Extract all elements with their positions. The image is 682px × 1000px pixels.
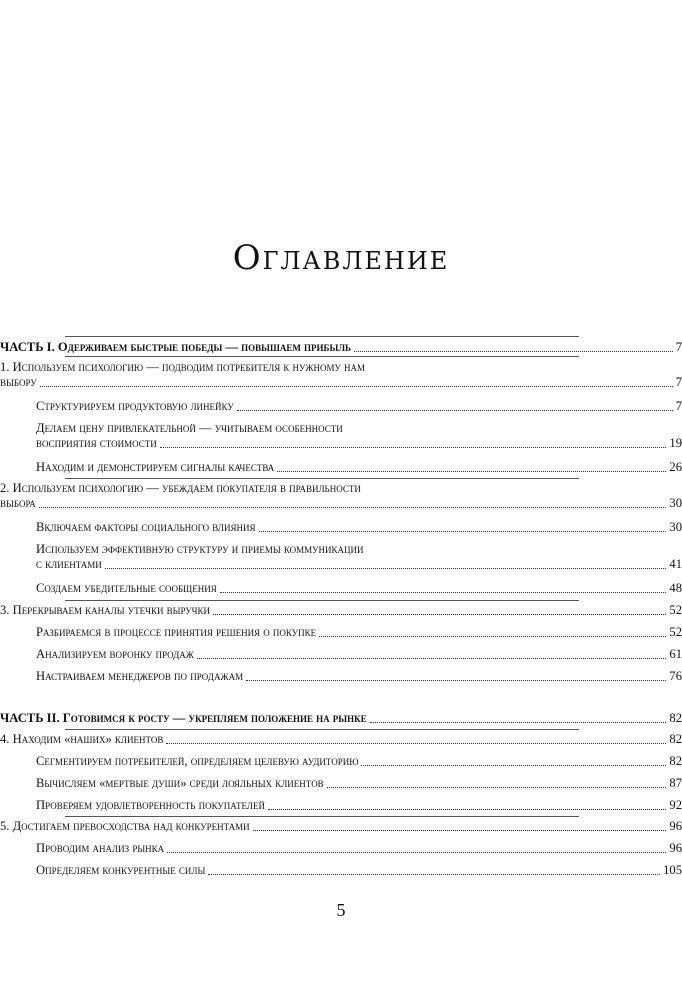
toc-page-number: 82 bbox=[669, 754, 682, 768]
toc-page-number: 7 bbox=[675, 375, 682, 389]
leader-dots bbox=[370, 718, 667, 723]
toc-section-label: Проводим анализ рынка bbox=[36, 841, 165, 855]
toc-page-number: 26 bbox=[669, 460, 682, 474]
leader-dots bbox=[268, 805, 666, 810]
toc-page-number: 92 bbox=[669, 798, 682, 812]
toc-section-label-line1: Делаем цену привлекательной — учитываем особенности bbox=[36, 421, 343, 435]
part1-bottom-rule bbox=[65, 356, 579, 357]
toc-chapter-3[interactable] bbox=[0, 603, 682, 618]
toc-section[interactable] bbox=[36, 841, 682, 856]
leader-dots bbox=[327, 783, 667, 788]
toc-chapter-label-line1: 2. Используем психологию — убеждаем покупателя в правильности bbox=[0, 481, 361, 495]
toc-page-number: 105 bbox=[663, 863, 682, 877]
leader-dots bbox=[40, 382, 673, 387]
toc-section[interactable] bbox=[36, 776, 682, 791]
toc-chapter-4[interactable] bbox=[0, 732, 682, 747]
toc-page-number: 7 bbox=[675, 399, 682, 413]
toc-page-number: 7 bbox=[675, 340, 682, 354]
leader-dots bbox=[246, 676, 666, 681]
leader-dots bbox=[259, 527, 667, 532]
toc-chapter-label: 4. Находим «наших» клиентов bbox=[0, 732, 164, 746]
toc-page-number: 96 bbox=[669, 819, 682, 833]
toc-page-number: 87 bbox=[669, 776, 682, 790]
chapter-divider bbox=[65, 478, 579, 479]
toc-section-label-line1: Используем эффективную структуру и приемы коммуникации bbox=[36, 542, 364, 556]
toc-section[interactable] bbox=[36, 647, 682, 662]
toc-chapter-label: выбора bbox=[0, 496, 36, 510]
page-title: Оглавление bbox=[232, 238, 450, 278]
toc-chapter-label: выбору bbox=[0, 375, 37, 389]
toc-page-number: 30 bbox=[669, 520, 682, 534]
toc-page-number: 96 bbox=[669, 841, 682, 855]
toc-part-1-label: ЧАСТЬ I. Одерживаем быстрые победы — повышаем прибыль bbox=[0, 340, 351, 354]
leader-dots bbox=[197, 654, 667, 659]
toc-page-number: 30 bbox=[669, 496, 682, 510]
leader-dots bbox=[213, 610, 666, 615]
toc-page-number: 82 bbox=[669, 711, 682, 725]
part2-bottom-rule bbox=[65, 729, 579, 730]
toc-section[interactable] bbox=[36, 520, 682, 535]
toc-section-label: Создаем убедительные сообщения bbox=[36, 581, 217, 595]
toc-section-label: Разбираемся в процессе принятия решения о покупке bbox=[36, 625, 317, 639]
toc-section[interactable] bbox=[36, 863, 682, 878]
toc-page-number: 41 bbox=[669, 557, 682, 571]
toc-section-label: Включаем факторы социального влияния bbox=[36, 520, 256, 534]
toc-section[interactable] bbox=[36, 399, 682, 414]
toc-section[interactable] bbox=[36, 798, 682, 813]
toc-page-number: 52 bbox=[669, 625, 682, 639]
toc-chapter-5[interactable] bbox=[0, 819, 682, 834]
toc-chapter-2[interactable] bbox=[0, 481, 682, 511]
toc-page-number: 76 bbox=[669, 669, 682, 683]
leader-dots bbox=[39, 503, 667, 508]
part1-top-rule bbox=[65, 336, 579, 337]
leader-dots bbox=[319, 632, 666, 637]
toc-part-2-label: ЧАСТЬ II. Готовимся к росту — укрепляем положение на рынке bbox=[0, 711, 367, 725]
leader-dots bbox=[277, 467, 666, 472]
leader-dots bbox=[354, 347, 673, 352]
leader-dots bbox=[237, 406, 673, 411]
toc-section-label: Анализируем воронку продаж bbox=[36, 647, 194, 661]
toc-section[interactable] bbox=[36, 669, 682, 684]
leader-dots bbox=[166, 739, 666, 744]
toc-section[interactable] bbox=[36, 754, 682, 769]
leader-dots bbox=[208, 870, 660, 875]
page-number: 5 bbox=[336, 900, 346, 920]
toc-page-number: 61 bbox=[669, 647, 682, 661]
toc-page-number: 48 bbox=[669, 581, 682, 595]
leader-dots bbox=[160, 443, 667, 448]
chapter-divider bbox=[65, 600, 579, 601]
leader-dots bbox=[253, 826, 667, 831]
leader-dots bbox=[105, 564, 667, 569]
toc-section-label: Находим и демонстрируем сигналы качества bbox=[36, 460, 275, 474]
leader-dots bbox=[167, 848, 666, 853]
toc-section-label: Сегментируем потребителей, определяем целевую аудиторию bbox=[36, 754, 359, 768]
toc-chapter-label-line1: 1. Используем психологию — подводим потребителя к нужному нам bbox=[0, 360, 365, 374]
toc-page-number: 82 bbox=[669, 732, 682, 746]
toc-section[interactable] bbox=[36, 460, 682, 475]
toc-part-1[interactable] bbox=[0, 340, 682, 355]
toc-part-2[interactable] bbox=[0, 711, 682, 726]
toc-section[interactable] bbox=[36, 542, 682, 572]
leader-dots bbox=[220, 588, 667, 593]
toc-section-label: восприятия стоимости bbox=[36, 436, 157, 450]
toc-section[interactable] bbox=[36, 581, 682, 596]
leader-dots bbox=[361, 761, 666, 766]
chapter-divider bbox=[65, 816, 579, 817]
toc-section-label: Структурируем продуктовую линейку bbox=[36, 399, 234, 413]
toc-section[interactable] bbox=[36, 625, 682, 640]
toc-chapter-label: 3. Перекрываем каналы утечки выручки bbox=[0, 603, 210, 617]
toc-section-label: Проверяем удовлетворенность покупателей bbox=[36, 798, 265, 812]
toc-page-number: 52 bbox=[669, 603, 682, 617]
toc-section-label: Определяем конкурентные силы bbox=[36, 863, 206, 877]
toc-page-number: 19 bbox=[669, 436, 682, 450]
toc-section-label: Вычисляем «мертвые души» среди лояльных клиентов bbox=[36, 776, 324, 790]
toc-section-label: Настраиваем менеджеров по продажам bbox=[36, 669, 244, 683]
toc-chapter-label: 5. Достигаем превосходства над конкурентами bbox=[0, 819, 250, 833]
toc-chapter-1[interactable] bbox=[0, 360, 682, 390]
toc-section-label: с клиентами bbox=[36, 557, 102, 571]
toc-section[interactable] bbox=[36, 421, 682, 451]
